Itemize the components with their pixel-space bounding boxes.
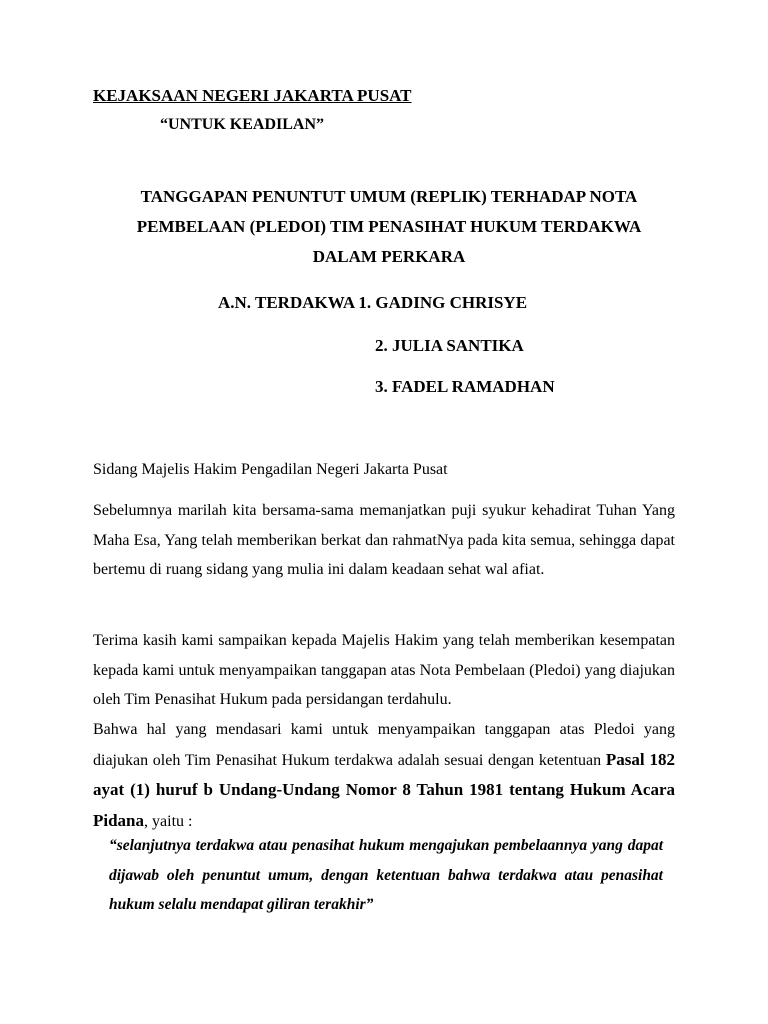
- defendant-3: 3. FADEL RAMADHAN: [375, 377, 555, 396]
- paragraph-thanks: Terima kasih kami sampaikan kepada Majelis Hakim yang telah memberikan kesempatan kepada kami untuk menyampaikan tanggapan atas Nota Pembelaan (Pledoi) yang diajukan oleh Tim Penasihat Hukum pada persidangan terdahulu.: [93, 632, 675, 708]
- legal-reference: Pasal 182 ayat (1) huruf b Undang-Undang Nomor 8 Tahun 1981 tentang Hukum Acara Pidana: [93, 749, 676, 830]
- organization-header: KEJAKSAAN NEGERI JAKARTA PUSAT: [93, 86, 412, 105]
- motto: “UNTUK KEADILAN”: [160, 116, 325, 133]
- legal-quote: “selanjutnya terdakwa atau penasihat hukum mengajukan pembelaannya yang dapat dijawab oleh penuntut umum, dengan ketentuan bahwa terdakwa atau penasihat hukum selalu mendapat giliran terakhir”: [109, 837, 663, 913]
- salutation: Sidang Majelis Hakim Pengadilan Negeri Jakarta Pusat: [93, 461, 448, 478]
- document-title-line-2: PEMBELAAN (PLEDOI) TIM PENASIHAT HUKUM TERDAKWA: [136, 217, 642, 236]
- legal-basis-text: Bahwa hal yang mendasari kami untuk menyampaikan tanggapan atas Pledoi yang diajukan oleh Tim Penasihat Hukum terdakwa adalah sesuai dengan ketentuan: [93, 721, 675, 769]
- document-title-line-3: DALAM PERKARA: [312, 247, 466, 266]
- paragraph-opening: Sebelumnya marilah kita bersama-sama memanjatkan puji syukur kehadirat Tuhan Yang Maha Esa, Yang telah memberikan berkat dan rahmatNya pada kita semua, sehingga dapat bertemu di ruang sidang yang mulia ini dalam keadaan sehat wal afiat.: [93, 502, 675, 578]
- legal-basis-suffix: , yaitu :: [144, 812, 193, 830]
- defendant-2: 2. JULIA SANTIKA: [375, 336, 524, 355]
- document-title-line-1: TANGGAPAN PENUNTUT UMUM (REPLIK) TERHADAP NOTA: [140, 187, 638, 206]
- paragraph-legal-basis: [93, 715, 675, 836]
- defendant-1: A.N. TERDAKWA 1. GADING CHRISYE: [218, 293, 528, 312]
